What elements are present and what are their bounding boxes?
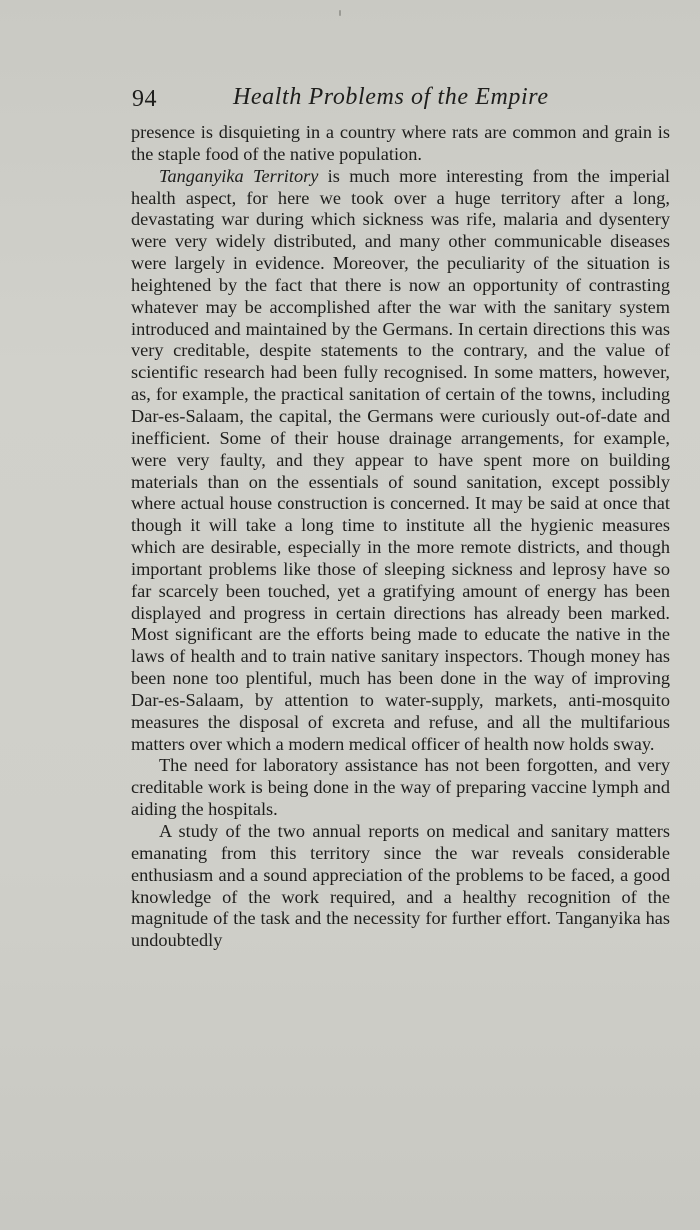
paragraph-laboratory: The need for laboratory assistance has not been forgotten, and very creditable work is being done in the way of preparing vaccine lymph and aiding the hospitals. (131, 755, 670, 820)
paragraph-tanganyika-text: is much more interesting from the imperial health aspect, for here we took over a huge territory after a long, devastating war during which sickness was rife, malaria and dysentery were very widely distributed, and many other communicable diseases were largely in evidence. Moreover, the peculiarity of the situation is heightened by the fact that there is now an opportunity of contrasting whatever may be accomplished after the war with the sanitary system introduced and maintained by the Germans. In certain directions this was very creditable, despite statements to the contrary, and the value of scientific research had been fully recognised. In some matters, however, as, for example, the practical sanitation of certain of the towns, including Dar-es-Salaam, the capital, the Germans were curiously out-of-date and inefficient. Some of their house drainage arrangements, for example, were very faulty, and they appear to have spent more on building materials than on the essentials of sound sanitation, except possibly where actual house construction is concerned. It may be said at once that though it will take a long time to institute all the hygienic measures which are desirable, especially in the more remote districts, and though important problems like those of sleeping sickness and leprosy have so far scarcely been touched, yet a gratifying amount of energy has been displayed and progress in certain directions has already been marked. Most significant are the efforts being made to educate the native in the laws of health and to train native sanitary inspectors. Though money has been none too plentiful, much has been done in the way of improving Dar-es-Salaam, by attention to water-supply, markets, anti-mosquito measures the disposal of excreta and refuse, and all the multifarious matters over which a modern medical officer of health now holds sway. (131, 165, 670, 754)
running-title: Health Problems of the Empire (233, 84, 549, 110)
body-text (131, 122, 670, 952)
paragraph-continuation: presence is disquieting in a country where rats are common and grain is the staple food of the native population. (131, 122, 670, 164)
book-page (131, 82, 670, 952)
running-head (131, 82, 670, 122)
paragraph-reports: A study of the two annual reports on medical and sanitary matters emanating from this territory since the war reveals considerable enthusiasm and a sound appreciation of the problems to be faced, a good knowledge of the work required, and a healthy recognition of the magnitude of the task and the necessity for further effort. Tanganyika has undoubtedly (131, 821, 670, 951)
paragraph-tanganyika-lead: Tanganyika Territory (159, 165, 319, 186)
paragraph-tanganyika (131, 166, 670, 756)
paper-speck (339, 10, 341, 16)
page-number: 94 (132, 86, 157, 112)
